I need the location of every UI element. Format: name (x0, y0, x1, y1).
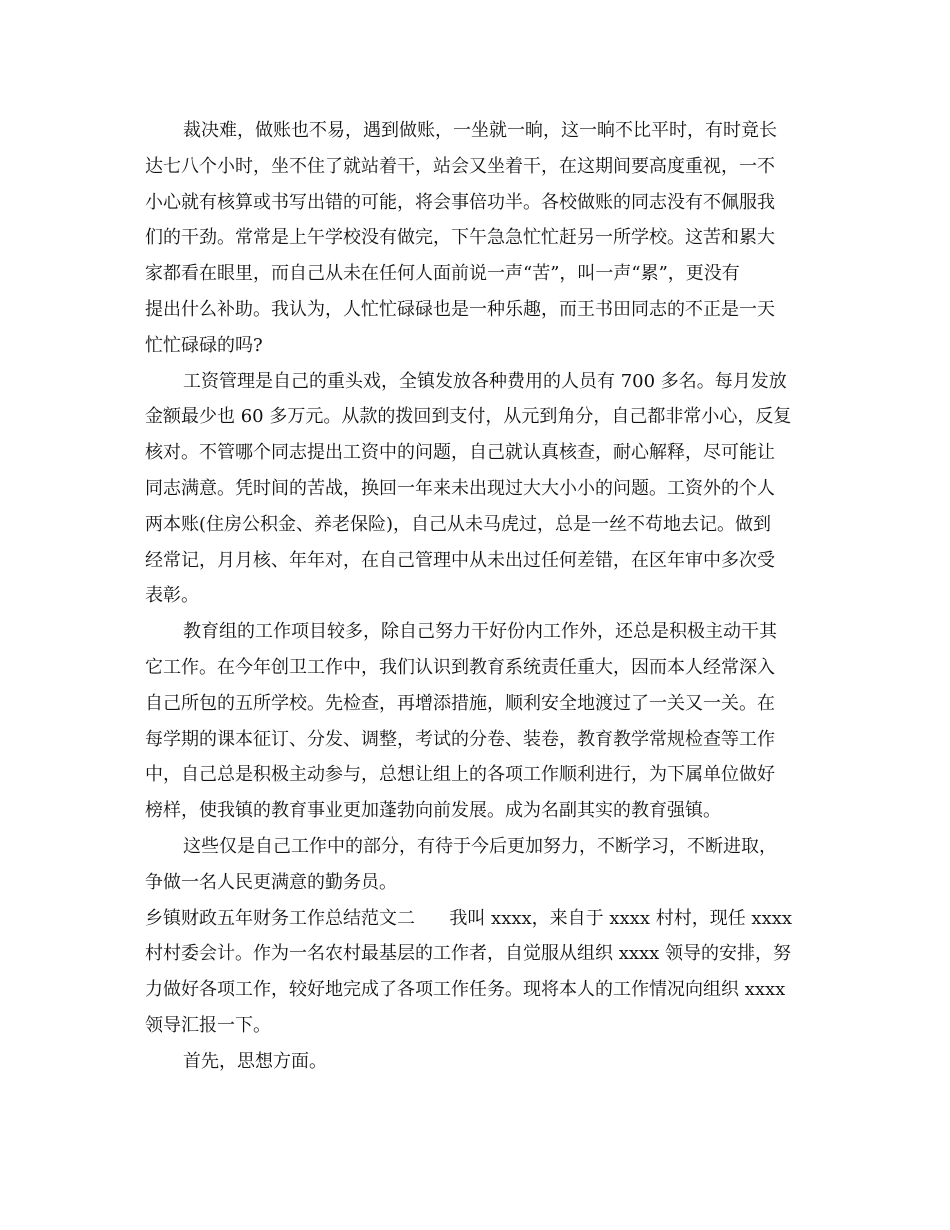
paragraph-salary-management (145, 364, 807, 615)
text-line: 榜样，使我镇的教育事业更加蓬勃向前发展。成为名副其实的教育强镇。 (145, 800, 721, 822)
text-line: 每学期的课本征订、分发、调整，考试的分卷、装卷，教育教学常规检查等工作 (145, 728, 775, 750)
text-line: 乡镇财政五年财务工作总结范文二 我叫 xxxx，来自于 xxxx 村村，现任 xxxx (145, 907, 793, 929)
paragraph-conclusion (145, 829, 807, 901)
text-line: 领导汇报一下。 (145, 1014, 271, 1036)
text-line: 力做好各项工作，较好地完成了各项工作任务。现将本人的工作情况向组织 xxxx (145, 979, 786, 1001)
paragraph-education-group (145, 614, 807, 829)
text-line: 忙忙碌碌的吗? (145, 334, 263, 356)
text-line: 教育组的工作项目较多，除自己努力干好份内工作外，还总是积极主动干其 (183, 621, 777, 643)
text-line: 经常记，月月核、年年对，在自己管理中从未出过任何差错，在区年审中多次受 (145, 549, 775, 571)
text-line: 这些仅是自己工作中的部分，有待于今后更加努力，不断学习，不断进取， (183, 835, 777, 857)
text-line: 小心就有核算或书写出错的可能，将会事倍功半。各校做账的同志没有不佩服我 (145, 191, 775, 213)
text-line: 两本账(住房公积金、养老保险)，自己从未马虎过，总是一丝不苟地去记。做到 (145, 513, 772, 535)
text-line: 同志满意。凭时间的苦战，换回一年来未出现过大大小小的问题。工资外的个人 (145, 477, 775, 499)
text-line: 它工作。在今年创卫工作中，我们认识到教育系统责任重大，因而本人经常深入 (145, 656, 775, 678)
text-line: 家都看在眼里，而自己从未在任何人面前说一声“苦”，叫一声“累”，更没有 (145, 263, 740, 285)
paragraph-sample-two-intro (145, 901, 807, 1044)
text-line: 达七八个小时，坐不住了就站着干，站会又坐着干，在这期间要高度重视，一不 (145, 155, 775, 177)
text-line: 工资管理是自己的重头戏，全镇发放各种费用的人员有 700 多名。每月发放 (183, 370, 787, 392)
text-line: 金额最少也 60 多万元。从款的拨回到支付，从元到角分，自己都非常小心，反复 (145, 406, 792, 428)
text-line: 首先，思想方面。 (183, 1050, 327, 1072)
text-line: 核对。不管哪个同志提出工资中的问题，自己就认真核查，耐心解释，尽可能让 (145, 442, 775, 464)
text-line: 自己所包的五所学校。先检查，再增添措施，顺利安全地渡过了一关又一关。在 (145, 692, 775, 714)
text-line: 村村委会计。作为一名农村最基层的工作者，自觉服从组织 xxxx 领导的安排，努 (145, 943, 792, 965)
text-line: 们的干劲。常常是上午学校没有做完，下午急急忙忙赶另一所学校。这苦和累大 (145, 227, 775, 249)
paragraph-accounting-work (145, 113, 807, 364)
text-line: 提出什么补助。我认为，人忙忙碌碌也是一种乐趣，而王书田同志的不正是一天 (145, 298, 775, 320)
text-line: 表彰。 (145, 585, 199, 607)
text-line: 裁决难，做账也不易，遇到做账，一坐就一晌，这一晌不比平时，有时竟长 (183, 120, 777, 141)
paragraph-ideology-heading (145, 1044, 807, 1080)
text-line: 中，自己总是积极主动参与，总想让组上的各项工作顺利进行，为下属单位做好 (145, 764, 775, 786)
document-body (145, 113, 807, 1080)
text-line: 争做一名人民更满意的勤务员。 (145, 871, 397, 893)
